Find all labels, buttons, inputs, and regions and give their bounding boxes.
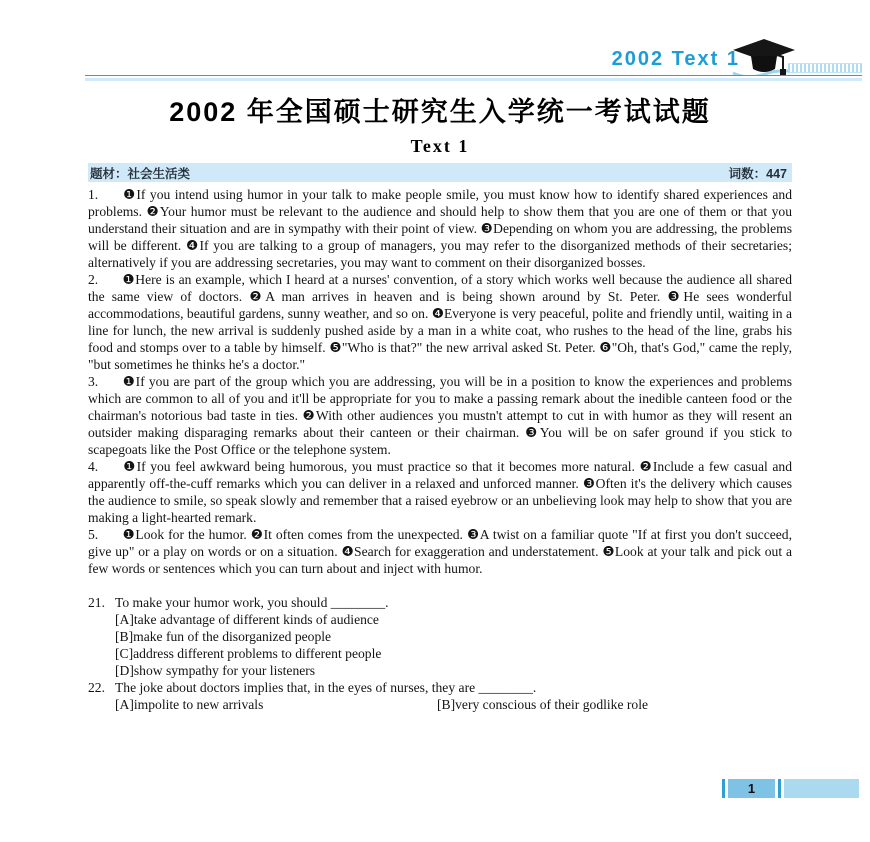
page-number: 1	[728, 779, 775, 798]
option-label: [C]	[115, 646, 134, 661]
option-21-d	[88, 662, 792, 679]
question-number: 22.	[88, 680, 105, 695]
paragraph-3	[88, 373, 792, 458]
reading-passage	[88, 186, 792, 577]
topic-label: 题材：社会生活类	[90, 166, 191, 181]
question-stem-text: To make your humor work, you should ________.	[115, 595, 389, 610]
questions-section	[88, 594, 792, 713]
paragraph-number: 2.	[88, 272, 99, 287]
option-text: make fun of the disorganized people	[133, 629, 332, 644]
page-footer-bar	[722, 779, 859, 798]
paragraph-number: 5.	[88, 527, 99, 542]
question-number: 21.	[88, 595, 105, 610]
paragraph-2	[88, 271, 792, 373]
header-rule	[85, 75, 862, 78]
word-count-label: 词数：447	[728, 166, 787, 181]
paragraph-text: ❶Look for the humor. ❷It often comes from the unexpected. ❸A twist on a familiar quote "If at first you don't succeed, give up" or a play on words or on a situation. ❹Search for exaggeration and understatement. ❺Look at your talk and pick out a few words or sentences which you can turn about and inject with humor.	[88, 527, 792, 576]
paragraph-number: 3.	[88, 374, 99, 389]
question-22	[88, 679, 792, 713]
option-21-a	[88, 611, 792, 628]
page-title: 2002 年全国硕士研究生入学统一考试试题	[169, 97, 711, 127]
footer-separator	[778, 779, 781, 798]
option-text: impolite to new arrivals	[133, 697, 264, 712]
option-text: very conscious of their godlike role	[455, 697, 649, 712]
question-stem	[88, 594, 792, 611]
content-column	[88, 90, 792, 713]
decorative-hatch-strip	[788, 63, 862, 73]
option-text: show sympathy for your listeners	[133, 663, 316, 678]
paragraph-text: ❶Here is an example, which I heard at a nurses' convention, of a story which works well because the audience all shared the same view of doctors. ❷A man arrives in heaven and is being shown around by St. Peter. ❸He sees wonderful accommodations, beautiful gardens, sunny weather, and so on. ❹Everyone is very peaceful, polite and friendly until, waiting in a line for lunch, the new arrival is suddenly pushed aside by a man in a white coat, who rushes to the head of the line, grabs his food and stomps over to a table by himself. ❺"Who is that?" the new arrival asked St. Peter. ❻"Oh, that's God," came the reply, "but sometimes he thinks he's a doctor."	[88, 272, 792, 372]
footer-strip	[784, 779, 859, 798]
option-text: take advantage of different kinds of audience	[133, 612, 379, 627]
text-subtitle: Text 1	[410, 136, 470, 156]
option-label: [A]	[115, 697, 134, 712]
option-22-a	[115, 696, 437, 713]
header-section-label: 2002 Text 1	[611, 48, 740, 70]
meta-bar	[88, 163, 792, 182]
question-stem	[88, 679, 792, 696]
footer-separator	[722, 779, 725, 798]
paragraph-text: ❶If you intend using humor in your talk to make people smile, you must know how to identify shared experiences and problems. ❷Your humor must be relevant to the audience and should help to show them that you are one of them or that you understand their situation and are in sympathy with their point of view. ❸Depending on whom you are addressing, the problems will be different. ❹If you are talking to a group of managers, you may refer to the disorganized methods of their secretaries; alternatively if you are addressing secretaries, you may want to comment on their disorganized bosses.	[88, 187, 792, 270]
option-label: [A]	[115, 612, 134, 627]
option-21-b	[88, 628, 792, 645]
paragraph-text: ❶If you feel awkward being humorous, you must practice so that it becomes more natural. ❷Include a few casual and apparently off-the-cuff remarks which you can deliver in a relaxed and unforced manner. ❸Often it's the delivery which causes the audience to smile, so speak slowly and remember that a raised eyebrow or an unbelieving look may help to show that you are making a light-hearted remark.	[88, 459, 792, 525]
option-text: address different problems to different people	[133, 646, 382, 661]
option-21-c	[88, 645, 792, 662]
paragraph-text: ❶If you are part of the group which you are addressing, you will be in a position to know the experiences and problems which are common to all of you and it'll be appropriate for you to make a passing remark about the inedible canteen food or the chairman's notorious bad taste in ties. ❷With other audiences you mustn't attempt to cut in with humor as they will resent an outsider making disparaging remarks about their canteen or their chairman. ❸You will be on safer ground if you stick to scapegoats like the Post Office or the telephone system.	[88, 374, 792, 457]
paragraph-1	[88, 186, 792, 271]
question-21	[88, 594, 792, 679]
option-label: [B]	[437, 697, 456, 712]
paragraph-number: 4.	[88, 459, 99, 474]
paragraph-4	[88, 458, 792, 526]
option-row	[88, 696, 792, 713]
paragraph-5	[88, 526, 792, 577]
option-22-b	[437, 696, 648, 713]
paragraph-number: 1.	[88, 187, 99, 202]
option-label: [B]	[115, 629, 134, 644]
question-stem-text: The joke about doctors implies that, in the eyes of nurses, they are ________.	[115, 680, 537, 695]
option-label: [D]	[115, 663, 134, 678]
cap-base	[751, 56, 777, 72]
